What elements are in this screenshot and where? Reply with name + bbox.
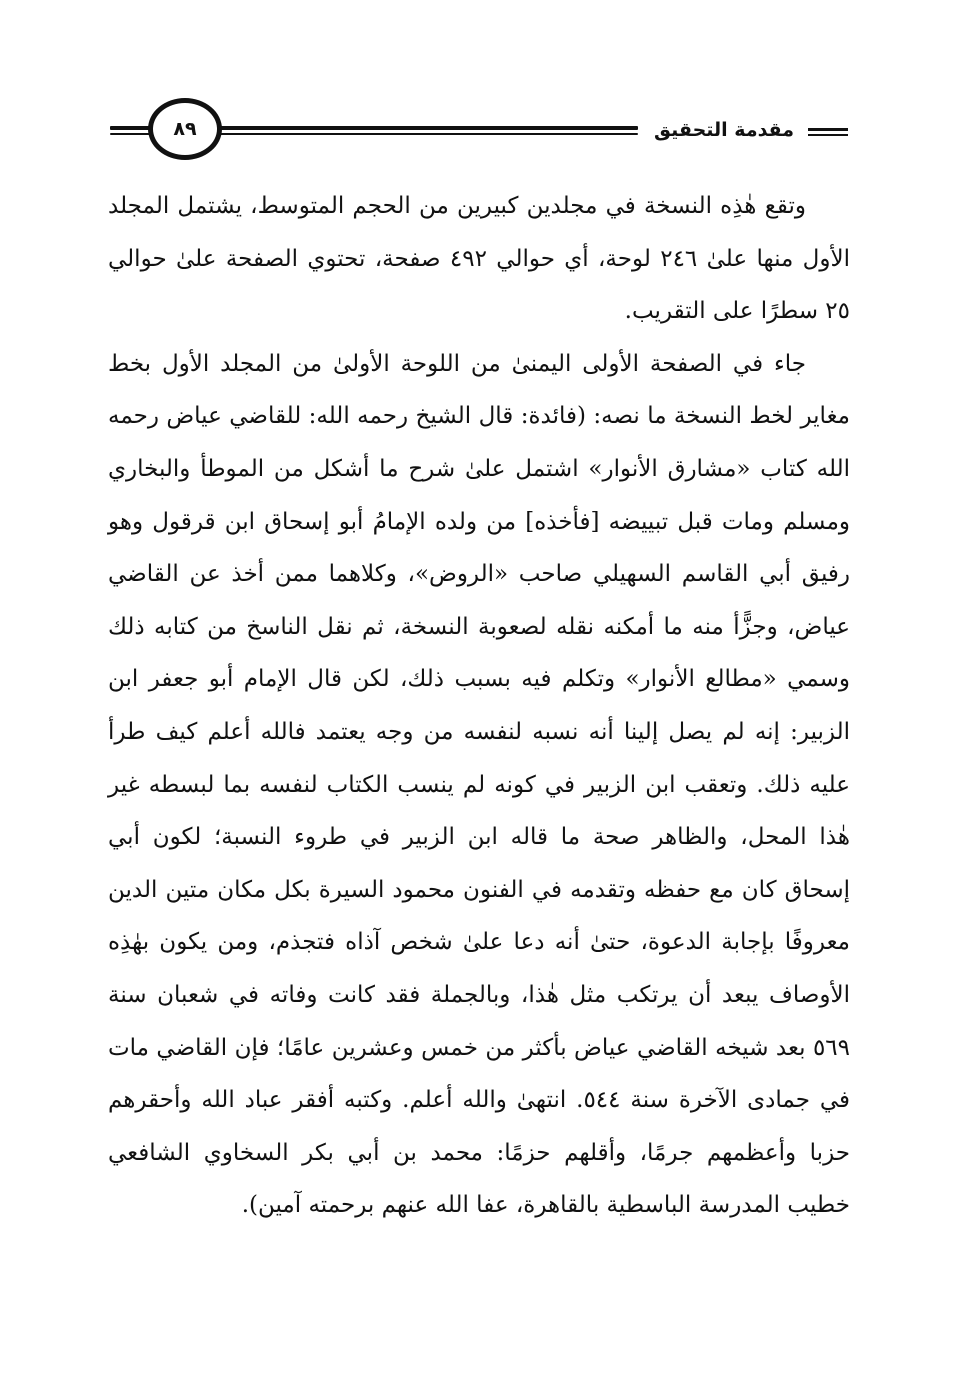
page-number: ٨٩ <box>173 118 197 140</box>
header-rule-main <box>218 126 638 130</box>
header-dash-top <box>808 128 848 131</box>
header-rule-left <box>110 126 150 130</box>
header-rule-left-thin <box>110 133 150 135</box>
running-title: مقدمة التحقيق <box>648 116 800 144</box>
page-header <box>110 92 848 172</box>
paragraph-2: جاء في الصفحة الأولى اليمنىٰ من اللوحة الأولىٰ من المجلد الأول بخط مغاير لخط النسخة ما نصه: (فائدة: قال الشيخ رحمه الله: للقاضي عياض رحمه الله كتاب «مشارق الأنوار» اشتمل علىٰ شرح ما أشكل من الموطأ والبخاري ومسلم ومات قبل تبييضه [فأخذه] من ولده الإمامُ أبو إسحاق ابن قرقول وهو رفيق أبي القاسم السهيلي صاحب «الروض»، وكلاهما ممن أخذ عن القاضي عياض، وجزًّأ منه ما أمكنه نقله لصعوبة النسخة، ثم نقل الناسخ من كتابه ذلك وسمي «مطالع الأنوار» وتكلم فيه بسبب ذلك، لكن قال الإمام أبو جعفر ابن الزبير: إنه لم يصل إلينا أنه نسبه لنفسه من وجه يعتمد فالله أعلم كيف طرأ عليه ذلك. وتعقب ابن الزبير في كونه لم ينسب الكتاب لنفسه بما لبسطه غير هٰذا المحل، والظاهر صحة ما قاله ابن الزبير في طروء النسبة؛ لكون أبي إسحاق كان مع حفظه وتقدمه في الفنون محمود السيرة بكل مكان متين الدين معروفًا بإجابة الدعوة، حتىٰ أنه دعا علىٰ شخص آذاه فتجذم، ومن يكون بهٰذِه الأوصاف يبعد أن يرتكب مثل هٰذا، وبالجملة فقد كانت وفاته في شعبان سنة ٥٦٩ بعد شيخه القاضي عياض بأكثر من خمس وعشرين عامًا؛ فإن القاضي مات في جمادى الآخرة سنة ٥٤٤. انتهىٰ والله أعلم. وكتبه أفقر عباد الله وأحقرهم حزبا وأعظمهم جرمًا، وأقلهم حزمًا: محمد بن أبي بكر السخاوي الشافعي خطيب المدرسة الباسطية بالقاهرة، عفا الله عنهم برحمته آمين). <box>108 350 850 1219</box>
header-rule-main-thin <box>218 133 638 135</box>
page-number-ring <box>148 98 222 160</box>
body-text <box>108 180 850 1232</box>
paragraph-1: وتقع هٰذِه النسخة في مجلدين كبيرين من الحجم المتوسط، يشتمل المجلد الأول منها علىٰ ٢٤٦ لوحة، أي حوالي ٤٩٢ صفحة، تحتوي الصفحة علىٰ حوالي ٢٥ سطرًا على التقريب. <box>108 193 850 325</box>
header-dash-bottom <box>808 134 848 136</box>
